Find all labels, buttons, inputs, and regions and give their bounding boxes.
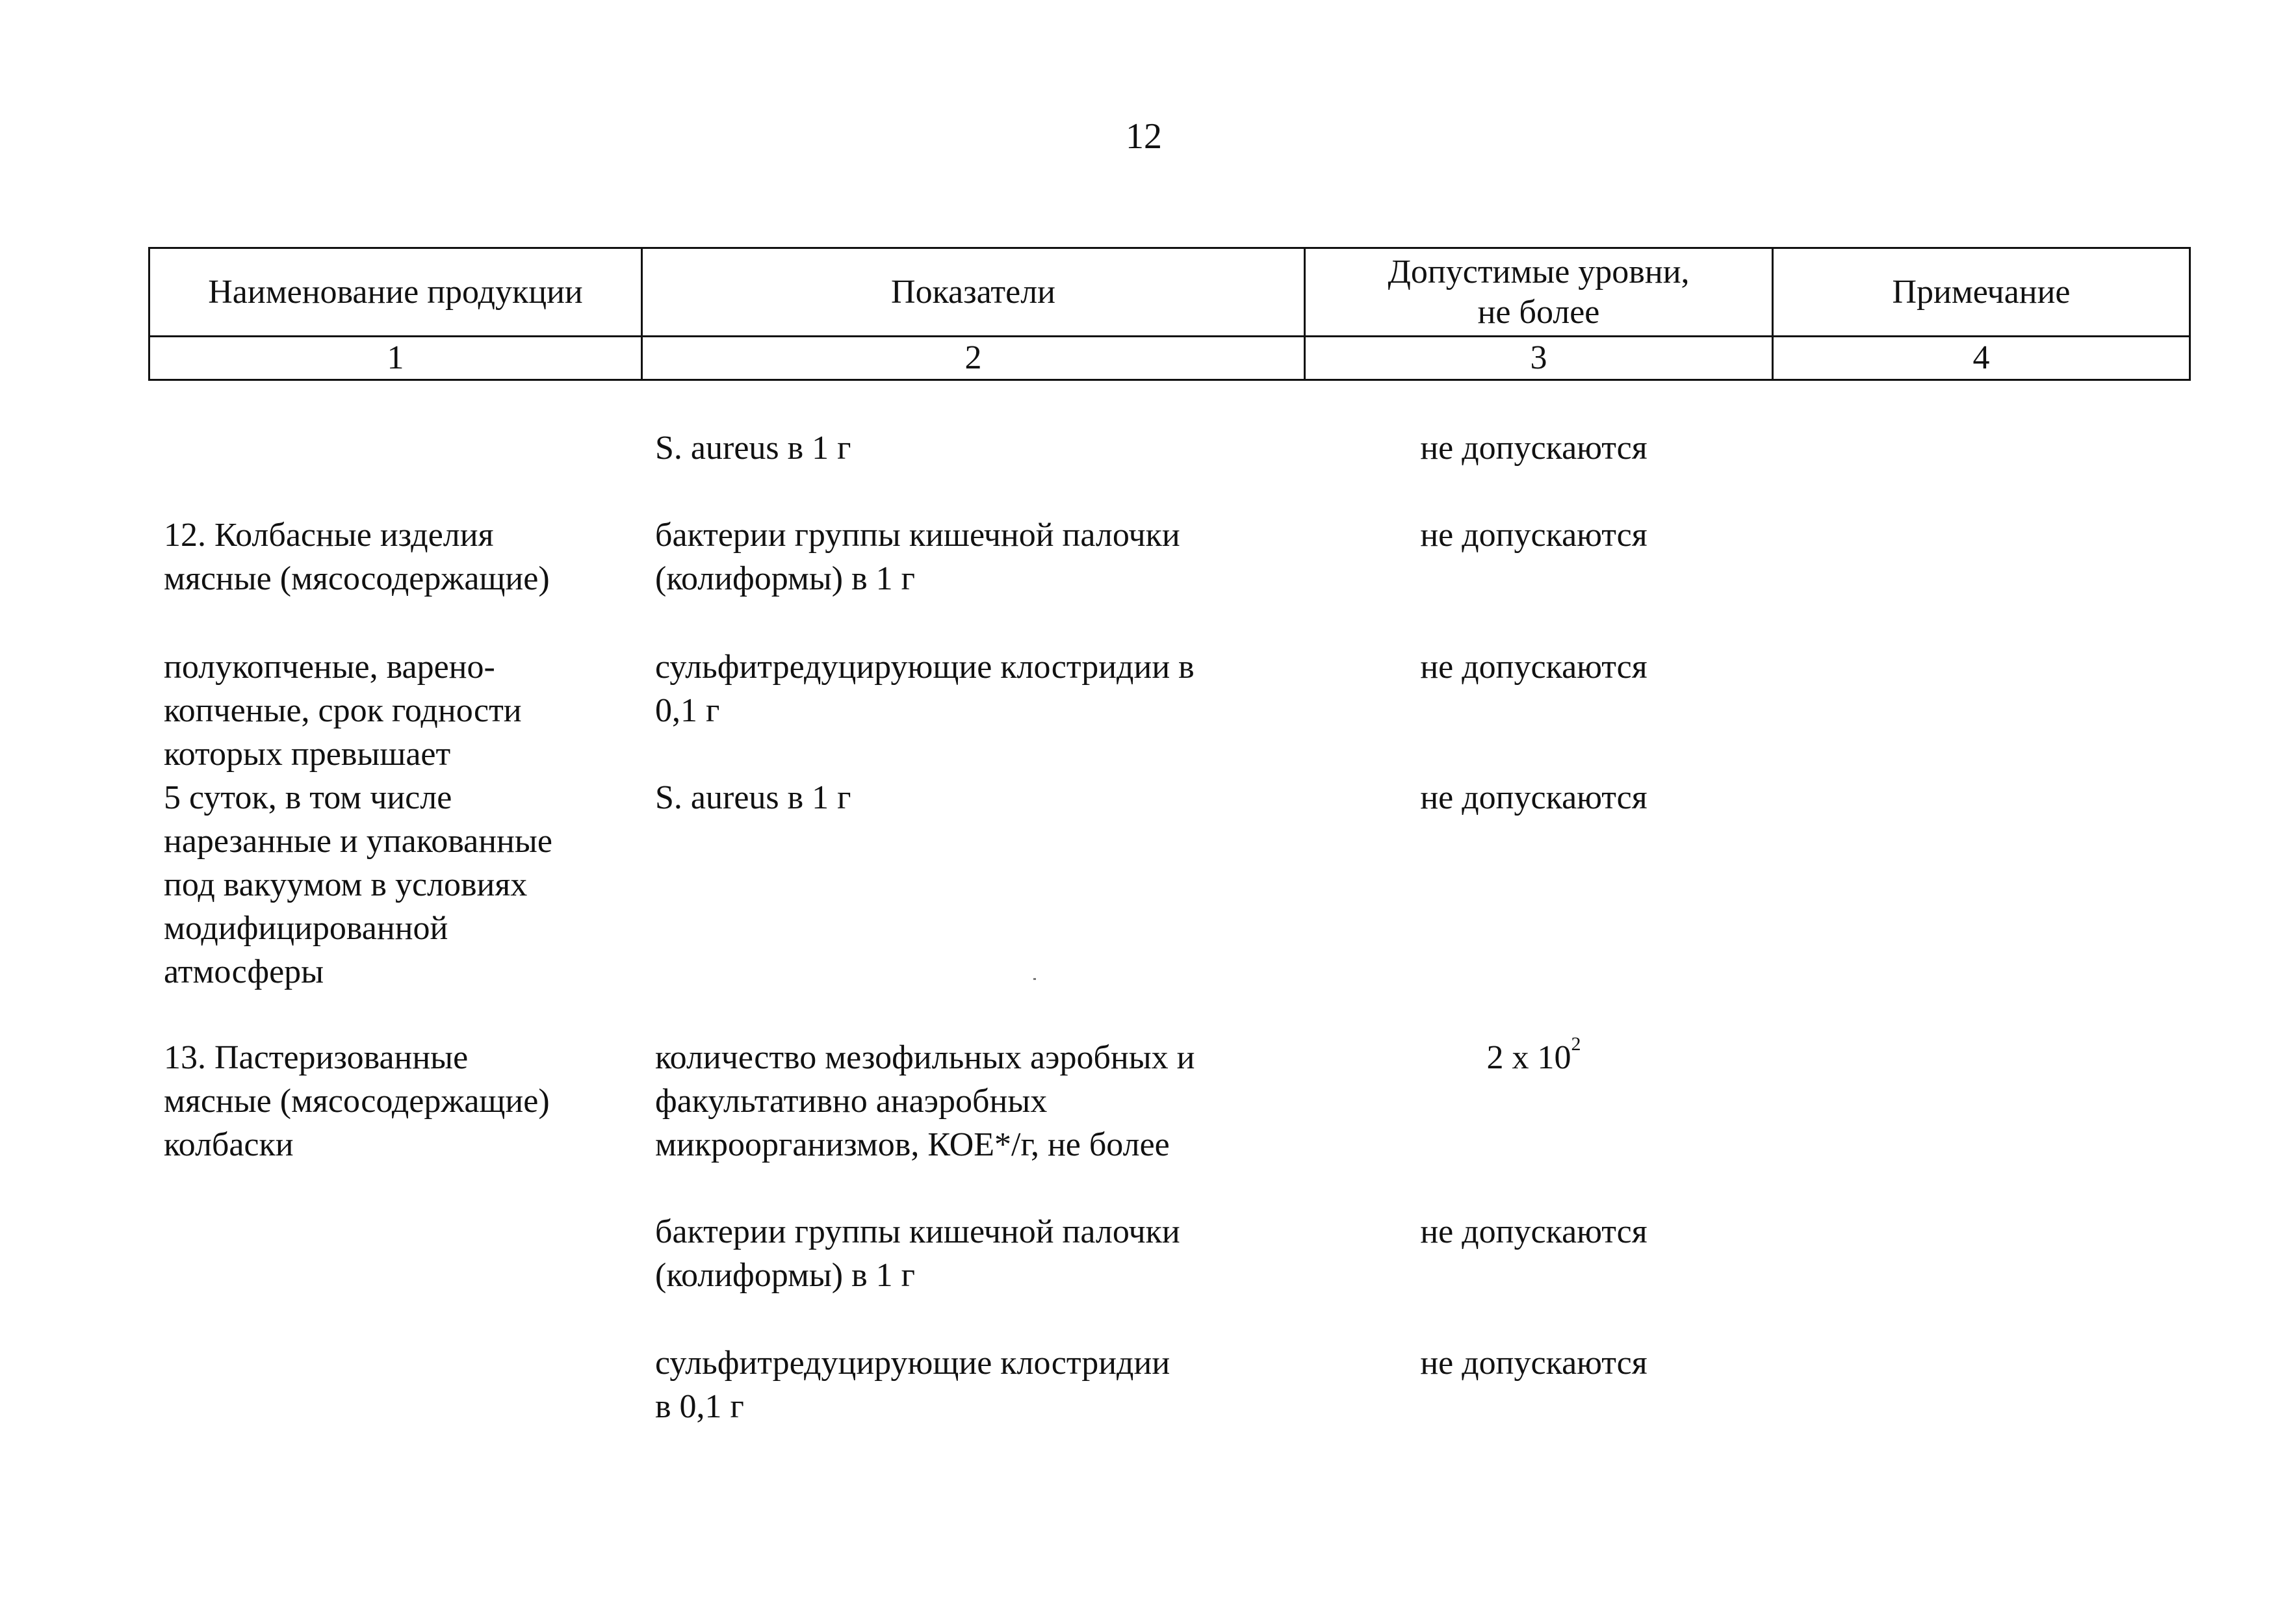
indicator-cell: бактерии группы кишечной палочки (колиформы) в 1 г	[655, 1213, 1180, 1294]
level-cell: не допускаются	[1420, 517, 1647, 554]
level-cell: не допускаются	[1420, 649, 1647, 686]
indicator-cell: сульфитредуцирующие клостридии в 0,1 г	[655, 1345, 1170, 1425]
indicator-cell: сульфитредуцирующие клостридии в 0,1 г	[655, 649, 1195, 729]
indicator-cell: S. aureus в 1 г	[655, 430, 851, 467]
indicator-cell: количество мезофильных аэробных и факультативно анаэробных микроорганизмов, КОЕ*/г, не более	[655, 1039, 1195, 1163]
product-cell: 12. Колбасные изделия мясные (мясосодержащие)	[164, 517, 550, 597]
column-number: 3	[1305, 337, 1773, 380]
scan-speck	[1033, 978, 1036, 980]
level-cell	[1306, 1033, 1761, 1079]
indicator-cell: бактерии группы кишечной палочки (колиформы) в 1 г	[655, 517, 1180, 597]
level-cell: не допускаются	[1420, 1345, 1647, 1382]
header-product-name: Наименование продукции	[149, 248, 642, 337]
page-number: 12	[1126, 116, 1162, 157]
header-indicators: Показатели	[642, 248, 1305, 337]
indicator-cell: S. aureus в 1 г	[655, 779, 851, 816]
column-number-row	[149, 337, 2190, 380]
table-header	[148, 247, 2191, 381]
header-row	[149, 248, 2190, 337]
product-cell: полукопченые, варено- копченые, срок годности которых превышает 5 суток, в том числе нарезанные и упакованные под вакуумом в условиях модифицированной атмосферы	[164, 649, 552, 990]
column-number: 2	[642, 337, 1305, 380]
level-cell: не допускаются	[1420, 779, 1647, 816]
column-number: 1	[149, 337, 642, 380]
column-number: 4	[1773, 337, 2190, 380]
level-cell: не допускаются	[1420, 1213, 1647, 1250]
level-exponent: 2	[1571, 1033, 1581, 1055]
product-cell: 13. Пастеризованные мясные (мясосодержащие) колбаски	[164, 1039, 550, 1163]
header-permissible-levels: Допустимые уровни, не более	[1305, 248, 1773, 337]
level-cell: не допускаются	[1420, 430, 1647, 467]
header-note: Примечание	[1773, 248, 2190, 337]
level-base: 2 х 10	[1486, 1039, 1571, 1076]
